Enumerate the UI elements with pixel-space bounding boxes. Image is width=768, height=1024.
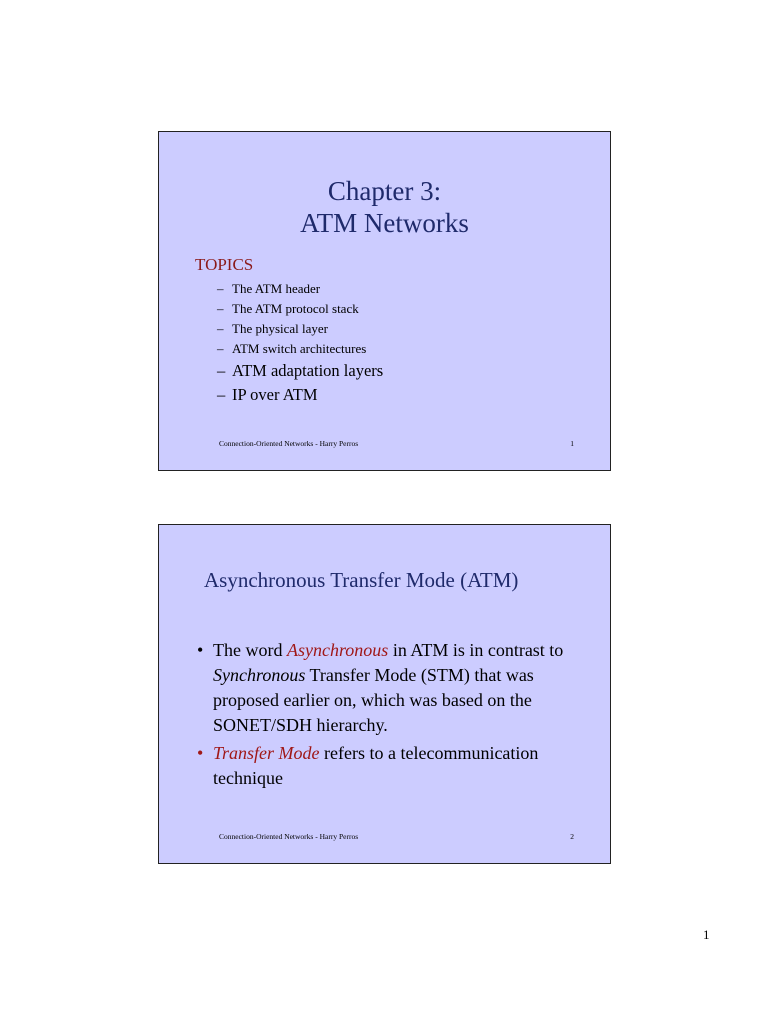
slide-number: 2 bbox=[570, 832, 574, 841]
emphasis-text: Transfer Mode bbox=[213, 743, 320, 763]
topic-item bbox=[217, 279, 383, 299]
emphasis-text: Asynchronous bbox=[286, 640, 389, 660]
slide-2-footer bbox=[219, 832, 574, 841]
bullet-icon: • bbox=[197, 640, 204, 660]
topic-label: The ATM protocol stack bbox=[232, 301, 359, 316]
bullet-list bbox=[197, 638, 597, 794]
topic-item bbox=[217, 299, 383, 319]
emphasis-text: Synchronous bbox=[213, 665, 306, 685]
slide-2 bbox=[158, 524, 611, 864]
slide-1-footer bbox=[219, 439, 574, 448]
slide-2-title: Asynchronous Transfer Mode (ATM) bbox=[204, 568, 519, 592]
dash-icon: – bbox=[217, 341, 224, 356]
footer-text: Connection-Oriented Networks - Harry Perros bbox=[219, 832, 359, 841]
footer-text: Connection-Oriented Networks - Harry Perros bbox=[219, 439, 359, 448]
dash-icon: – bbox=[217, 361, 226, 380]
slide-1 bbox=[158, 131, 611, 471]
bullet-item bbox=[197, 638, 597, 738]
topic-label: The ATM header bbox=[232, 281, 321, 296]
slide-1-title-line2: ATM Networks bbox=[300, 208, 469, 238]
bullet-icon: • bbox=[197, 743, 204, 763]
bullet-text: refers to a telecommunication technique bbox=[213, 743, 539, 788]
page-number: 1 bbox=[703, 927, 710, 942]
topic-item bbox=[217, 339, 383, 359]
slide-number: 1 bbox=[570, 439, 574, 448]
slide-1-title-line1: Chapter 3: bbox=[327, 176, 442, 206]
topic-label: IP over ATM bbox=[232, 385, 318, 404]
topic-item bbox=[217, 359, 383, 383]
bullet-item bbox=[197, 741, 597, 791]
bullet-text: Transfer Mode (STM) that was proposed earlier on, which was based on the SONET/SDH hierarchy. bbox=[213, 665, 534, 735]
topics-list bbox=[217, 279, 383, 407]
bullet-text: in ATM is in contrast to bbox=[388, 640, 564, 660]
topic-item bbox=[217, 383, 383, 407]
topics-label: TOPICS bbox=[195, 255, 254, 274]
dash-icon: – bbox=[217, 385, 226, 404]
slide-1-title bbox=[159, 175, 610, 239]
dash-icon: – bbox=[217, 281, 224, 296]
dash-icon: – bbox=[217, 301, 224, 316]
topic-label: ATM switch architectures bbox=[232, 341, 367, 356]
topic-label: ATM adaptation layers bbox=[232, 361, 384, 380]
dash-icon: – bbox=[217, 321, 224, 336]
topic-label: The physical layer bbox=[232, 321, 329, 336]
topic-item bbox=[217, 319, 383, 339]
bullet-text: The word bbox=[213, 640, 287, 660]
